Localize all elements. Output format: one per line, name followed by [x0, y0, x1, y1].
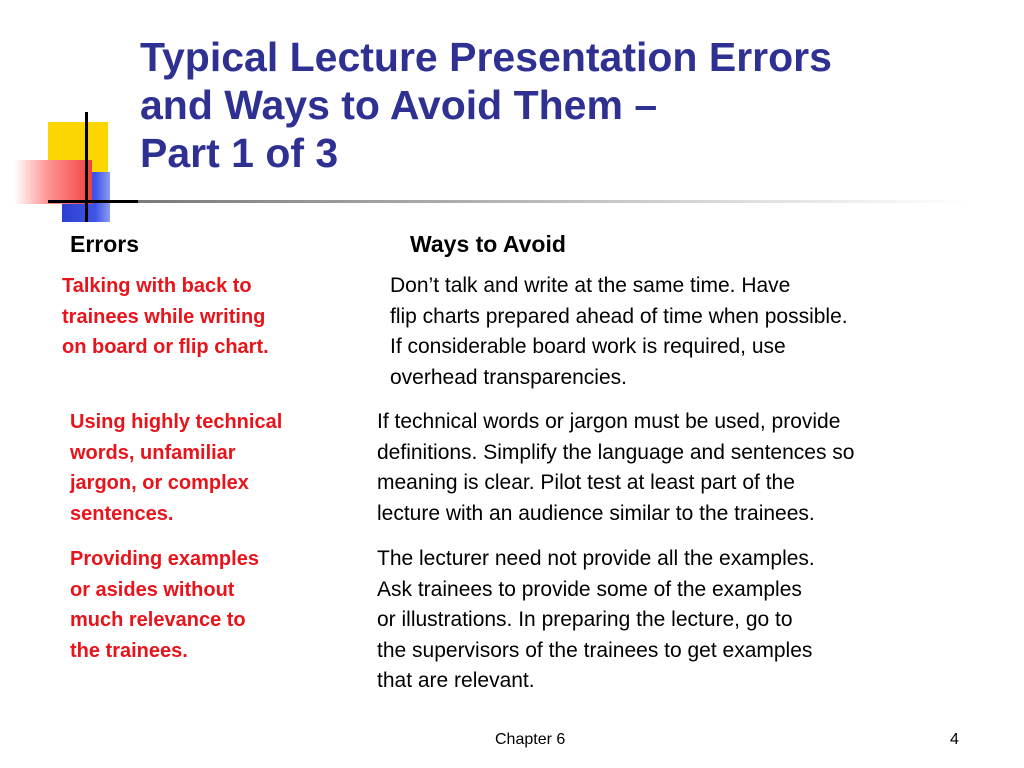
- error-line: or asides without: [70, 578, 235, 601]
- title-line: Typical Lecture Presentation Errors: [140, 34, 832, 80]
- decor-vertical-line: [85, 112, 88, 222]
- error-line: on board or flip chart.: [62, 336, 269, 358]
- avoid-line: the supervisors of the trainees to get examples: [377, 638, 813, 662]
- error-line: much relevance to: [70, 609, 246, 631]
- error-line: words, unfamiliar: [70, 441, 236, 464]
- avoid-line: meaning is clear. Pilot test at least part of the: [377, 471, 795, 494]
- slide-title: [140, 33, 1000, 177]
- footer-page-number: 4: [950, 731, 959, 748]
- avoid-line: definitions. Simplify the language and sentences so: [377, 440, 855, 464]
- error-item-2: [70, 407, 282, 529]
- error-item-1: [62, 271, 269, 363]
- error-line: Talking with back to: [62, 275, 252, 297]
- avoid-line: The lecturer need not provide all the examples.: [377, 547, 815, 570]
- avoid-line: Ask trainees to provide some of the examples: [377, 577, 802, 601]
- title-divider-line: [138, 200, 968, 203]
- avoid-line: flip charts prepared ahead of time when possible.: [390, 304, 848, 328]
- error-line: sentences.: [70, 502, 174, 525]
- avoid-item-1: [390, 271, 848, 393]
- avoid-line: Don’t talk and write at the same time. Have: [390, 274, 791, 297]
- decor-horizontal-line: [48, 200, 138, 203]
- error-line: Providing examples: [70, 548, 259, 570]
- error-line: the trainees.: [70, 639, 188, 662]
- error-line: Using highly technical: [70, 411, 283, 433]
- ways-column-header: Ways to Avoid: [410, 231, 566, 257]
- avoid-line: lecture with an audience similar to the trainees.: [377, 501, 815, 525]
- error-line: trainees while writing: [62, 305, 266, 328]
- errors-column-header: Errors: [70, 231, 140, 257]
- error-line: jargon, or complex: [70, 472, 249, 494]
- title-line: and Ways to Avoid Them –: [140, 82, 658, 128]
- avoid-item-3: [377, 544, 815, 697]
- avoid-line: that are relevant.: [377, 669, 535, 692]
- avoid-line: If considerable board work is required, use: [390, 335, 786, 358]
- avoid-item-2: [377, 407, 854, 529]
- footer-chapter: Chapter 6: [495, 731, 566, 748]
- decor-red-square: [14, 160, 92, 204]
- avoid-line: If technical words or jargon must be used, provide: [377, 410, 841, 433]
- avoid-line: or illustrations. In preparing the lecture, go to: [377, 608, 793, 631]
- title-line: Part 1 of 3: [140, 130, 339, 176]
- error-item-3: [70, 544, 259, 666]
- avoid-line: overhead transparencies.: [390, 365, 627, 389]
